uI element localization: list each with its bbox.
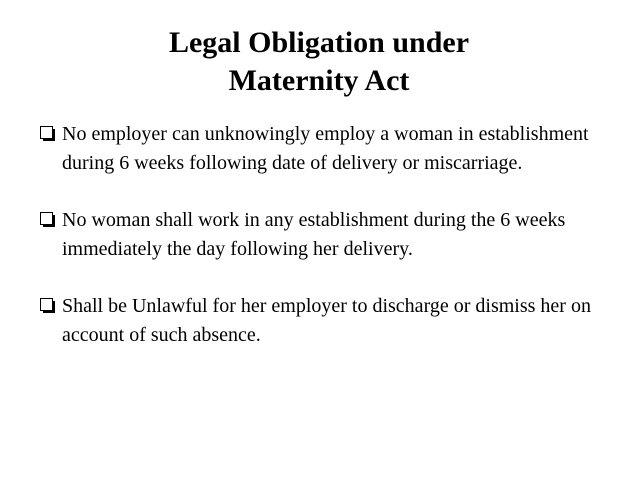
hollow-square-bullet-icon: [40, 126, 56, 142]
bullet-text: Shall be Unlawful for her employer to discharge or dismiss her on account of such absence.: [62, 295, 591, 346]
bullet-list: [40, 120, 600, 378]
bullet-text: No employer can unknowingly employ a woman in establishment during 6 weeks following date of delivery or miscarriage.: [62, 123, 589, 174]
hollow-square-bullet-icon: [40, 298, 56, 314]
slide-title-line-1: Legal Obligation under: [168, 26, 470, 59]
bullet-item: [40, 206, 600, 264]
bullet-item: [40, 120, 600, 178]
bullet-item: [40, 292, 600, 350]
hollow-square-bullet-icon: [40, 212, 56, 228]
slide-title-line-2: Maternity Act: [228, 64, 410, 97]
slide-title: [0, 24, 638, 100]
bullet-text: No woman shall work in any establishment during the 6 weeks immediately the day following her delivery.: [62, 209, 566, 260]
